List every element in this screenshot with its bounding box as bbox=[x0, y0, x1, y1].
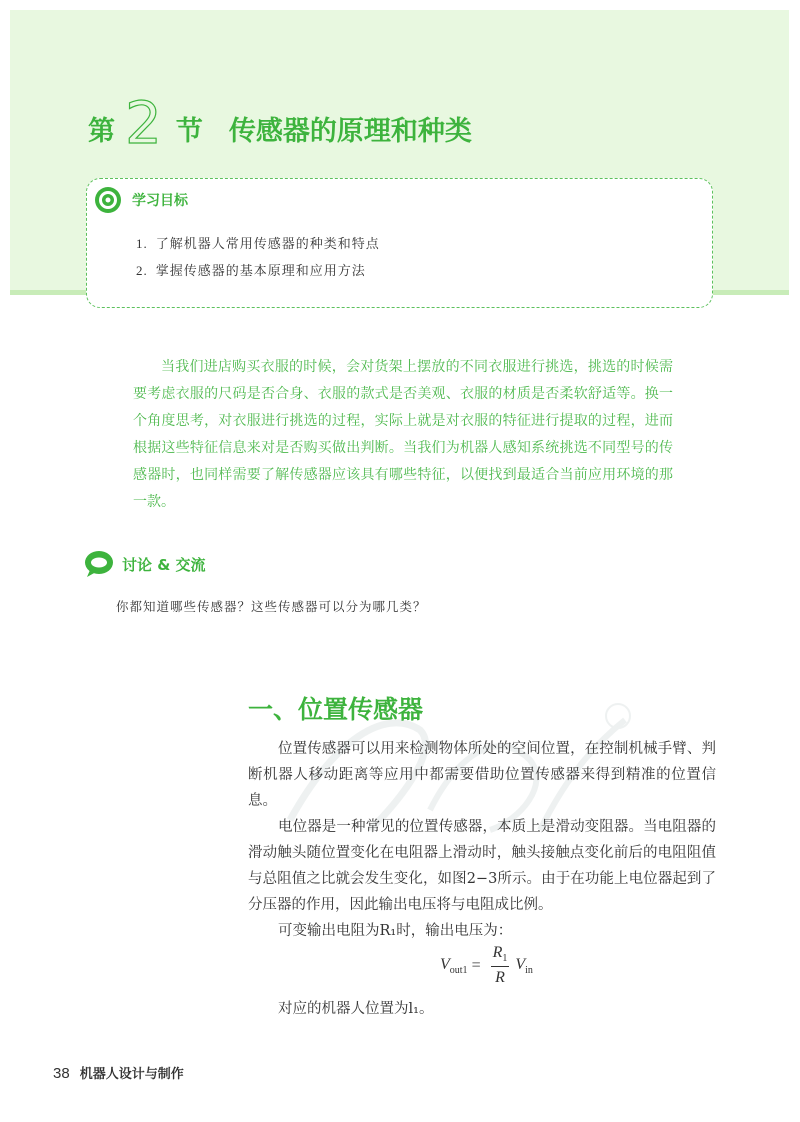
goal-item bbox=[136, 236, 380, 263]
page-number: 38 bbox=[53, 1065, 70, 1082]
intro-paragraph: 当我们进店购买衣服的时候，会对货架上摆放的不同衣服进行挑选，挑选的时候需要考虑衣服的尺码是否合身、衣服的款式是否美观、衣服的材质是否柔软舒适等。换一个角度思考，对衣服进行挑选的过程，实际上就是对衣服的特征进行提取的过程，进而根据这些特征信息来对是否购买做出判断。当我们为机器人感知系统挑选不同型号的传感器时，也同样需要了解传感器应该具有哪些特征，以便找到最适合当前应用环境的那一款。 bbox=[133, 359, 673, 510]
formula-denominator: R bbox=[495, 969, 505, 987]
goal-item bbox=[136, 263, 380, 290]
target-icon bbox=[94, 186, 122, 214]
section-paragraph-1: 位置传感器可以用来检测物体所处的空间位置，在控制机械手臂、判断机器人移动距离等应用中都需要借助位置传感器来得到精准的位置信息。 bbox=[248, 741, 716, 809]
chapter-prefix: 第 bbox=[88, 116, 115, 147]
chapter-suffix: 节 bbox=[175, 116, 203, 147]
goal-text: 掌握传感器的基本原理和应用方法 bbox=[155, 264, 366, 279]
section-paragraph-2: 电位器是一种常见的位置传感器，本质上是滑动变阻器。当电阻器的滑动触头随位置变化在电阻器上滑动时，触头接触点变化前后的电阻阻值与总阻值之比就会发生变化，如图2−3所示。由于在功能上电位器起到了分压器的作用，因此输出电压将与电阻成比例。 bbox=[248, 819, 716, 913]
discussion-label: 讨论 & 交流 bbox=[122, 555, 206, 574]
goal-number: 2. bbox=[136, 263, 148, 278]
learning-goals-label: 学习目标 bbox=[132, 193, 188, 209]
voltage-formula bbox=[440, 944, 533, 987]
speech-bubble-icon bbox=[84, 550, 114, 578]
book-title: 机器人设计与制作 bbox=[79, 1067, 184, 1082]
formula-numerator: $R_1$ bbox=[491, 944, 510, 967]
section-title: 一、位置传感器 bbox=[248, 695, 424, 724]
formula-fraction bbox=[491, 944, 510, 987]
chapter-title bbox=[88, 89, 472, 157]
formula-rhs: $V_{in}$ bbox=[515, 955, 533, 976]
formula-lhs: $V_{out1}$ bbox=[440, 955, 468, 976]
learning-goals-header bbox=[94, 186, 188, 214]
goal-number: 1. bbox=[136, 236, 148, 251]
chapter-number: 2 bbox=[125, 89, 162, 157]
page-footer bbox=[53, 1063, 184, 1082]
goal-text: 了解机器人常用传感器的种类和特点 bbox=[155, 237, 380, 252]
formula-equals: = bbox=[471, 956, 481, 974]
section-paragraph-3: 可变输出电阻为R₁时，输出电压为： bbox=[278, 923, 513, 939]
discussion-header bbox=[84, 550, 206, 578]
chapter-title-text: 传感器的原理和种类 bbox=[228, 116, 472, 147]
discussion-question: 你都知道哪些传感器？这些传感器可以分为哪几类？ bbox=[116, 599, 427, 614]
learning-goals-list bbox=[136, 236, 380, 290]
section-paragraph-4: 对应的机器人位置为l₁。 bbox=[278, 1001, 434, 1017]
